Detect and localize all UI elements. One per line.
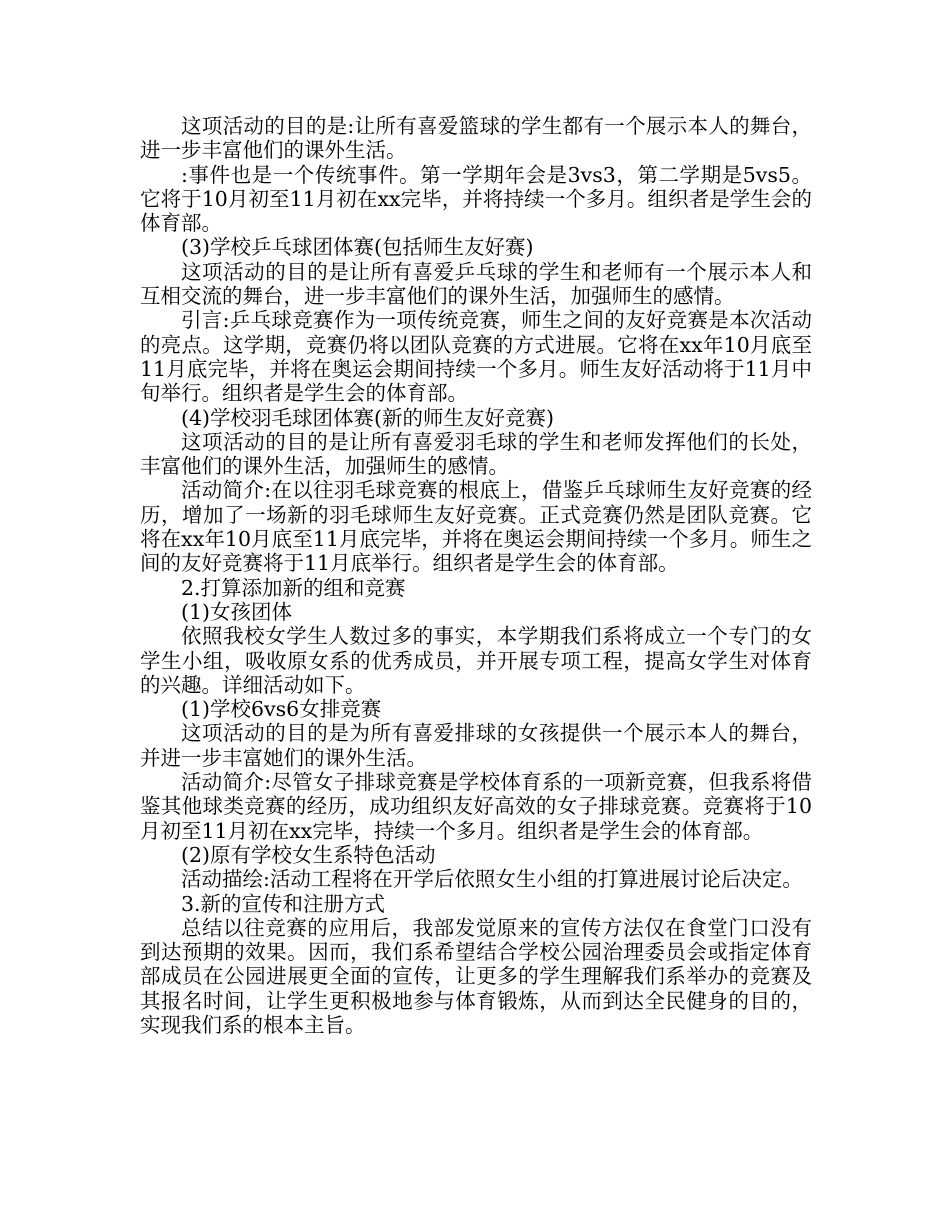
paragraph: 活动简介:尽管女子排球竞赛是学校体育系的一项新竞赛，但我系将借鉴其他球类竞赛的经历，成功组织友好高效的女子排球竞赛。竞赛将于10月初至11月初在xx完毕，持续一个多月。组织者是学生会的体育部。 [140,770,812,843]
paragraph: 这项活动的目的是:让所有喜爱篮球的学生都有一个展示本人的舞台，进一步丰富他们的课外生活。 [140,114,812,163]
paragraph: 活动简介:在以往羽毛球竞赛的根底上，借鉴乒乓球师生友好竞赛的经历，增加了一场新的羽毛球师生友好竞赛。正式竞赛仍然是团队竞赛。它将在xx年10月底至11月底完毕，并将在奥运会期间持续一个多月。师生之间的友好竞赛将于11月底举行。组织者是学生会的体育部。 [140,478,812,576]
section-heading: (3)学校乒乓球团体赛(包括师生友好赛) [181,235,534,260]
section-heading: (4)学校羽毛球团体赛(新的师生友好竞赛) [181,405,555,430]
paragraph: 这项活动的目的是让所有喜爱羽毛球的学生和老师发挥他们的长处，丰富他们的课外生活，加强师生的感情。 [140,429,812,479]
paragraph: 依照我校女学生人数过多的事实，本学期我们系将成立一个专门的女学生小组，吸收原女系的优秀成员，并开展专项工程，提高女学生对体育的兴趣。详细活动如下。 [140,624,812,697]
paragraph: 活动描绘:活动工程将在开学后依照女生小组的打算进展讨论后决定。 [181,867,803,892]
paragraph: 这项活动的目的是让所有喜爱乒乓球的学生和老师有一个展示本人和互相交流的舞台，进一步丰富他们的课外生活，加强师生的感情。 [140,259,812,309]
section-heading: 2.打算添加新的组和竞赛 [181,575,406,600]
section-heading: (2)原有学校女生系特色活动 [181,842,436,867]
section-heading: (1)女孩团体 [181,599,293,624]
paragraph: 总结以往竞赛的应用后，我部发觉原来的宣传方法仅在食堂门口没有到达预期的效果。因而，我们系希望结合学校公园治理委员会或指定体育部成员在公园进展更全面的宣传，让更多的学生理解我们系举办的竞赛及其报名时间，让学生更积极地参与体育锻炼，从而到达全民健身的目的，实现我们系的根本主旨。 [140,915,812,1037]
section-heading: 3.新的宣传和注册方式 [181,891,386,916]
paragraph: 引言:乒乓球竞赛作为一项传统竞赛，师生之间的友好竞赛是本次活动的亮点。这学期，竞赛仍将以团队竞赛的方式进展。它将在xx年10月底至11月底完毕，并将在奥运会期间持续一个多月。师生友好活动将于11月中旬举行。组织者是学生会的体育部。 [140,308,812,406]
document-body [140,114,812,1037]
paragraph: 这项活动的目的是为所有喜爱排球的女孩提供一个展示本人的舞台，并进一步丰富她们的课外生活。 [140,721,812,770]
paragraph: :事件也是一个传统事件。第一学期年会是3vs3，第二学期是5vs5。它将于10月初至11月初在xx完毕，并将持续一个多月。组织者是学生会的体育部。 [140,162,812,236]
section-heading: (1)学校6vs6女排竞赛 [181,697,382,722]
